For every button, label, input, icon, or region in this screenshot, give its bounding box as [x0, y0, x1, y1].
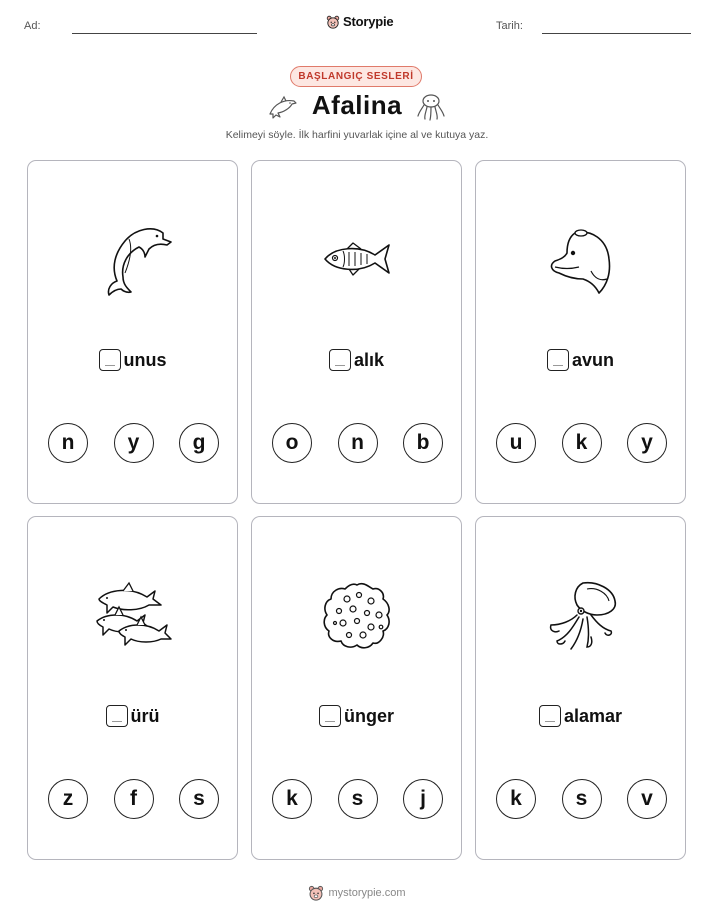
- answer-box[interactable]: [99, 349, 121, 371]
- footer-url[interactable]: mystorypie.com: [328, 887, 406, 899]
- category-badge: BAŞLANGIÇ SESLERİ: [290, 66, 422, 87]
- word-row: [28, 705, 237, 727]
- sponge-icon: [317, 575, 397, 655]
- letter-choice[interactable]: v: [627, 779, 667, 819]
- word-card: [27, 160, 238, 504]
- choice-row: [48, 423, 219, 463]
- fish-icon: [317, 219, 397, 299]
- dolphin-pod-icon: [93, 575, 173, 655]
- letter-choice[interactable]: j: [403, 779, 443, 819]
- word-card: [251, 160, 462, 504]
- answer-box[interactable]: [329, 349, 351, 371]
- letter-choice[interactable]: s: [179, 779, 219, 819]
- footer: [0, 885, 714, 901]
- letter-choice[interactable]: n: [48, 423, 88, 463]
- bear-icon: [308, 885, 324, 901]
- letter-choice[interactable]: b: [403, 423, 443, 463]
- choice-row: [496, 423, 667, 463]
- choice-row: [272, 423, 443, 463]
- word-row: [252, 705, 461, 727]
- word-card: [475, 160, 686, 504]
- dolphin-jumping-icon: [93, 219, 173, 299]
- brand-logo: [326, 14, 393, 29]
- letter-choice[interactable]: s: [338, 779, 378, 819]
- page-title: Afalina: [311, 90, 403, 120]
- letter-choice[interactable]: z: [48, 779, 88, 819]
- choice-row: [48, 779, 219, 819]
- answer-box[interactable]: [319, 705, 341, 727]
- answer-box[interactable]: [106, 705, 128, 727]
- letter-choice[interactable]: g: [179, 423, 219, 463]
- word-ending: alamar: [563, 705, 623, 726]
- word-card: [251, 516, 462, 860]
- word-ending: ürü: [130, 705, 160, 726]
- word-ending: unus: [123, 349, 167, 370]
- date-line[interactable]: [542, 33, 691, 34]
- word-row: [476, 705, 685, 727]
- brand-name: Storypie: [343, 14, 394, 29]
- letter-choice[interactable]: y: [627, 423, 667, 463]
- word-ending: ünger: [343, 705, 394, 726]
- word-row: [28, 349, 237, 371]
- word-ending: avun: [571, 349, 614, 370]
- letter-choice[interactable]: f: [114, 779, 154, 819]
- letter-choice[interactable]: y: [114, 423, 154, 463]
- choice-row: [272, 779, 443, 819]
- dolphin-head-icon: [541, 219, 621, 299]
- word-row: [252, 349, 461, 371]
- letter-choice[interactable]: k: [496, 779, 536, 819]
- answer-box[interactable]: [539, 705, 561, 727]
- letter-choice[interactable]: o: [272, 423, 312, 463]
- cuttlefish-icon: [541, 575, 621, 655]
- letter-choice[interactable]: u: [496, 423, 536, 463]
- word-ending: alık: [353, 349, 385, 370]
- name-label: Ad:: [24, 20, 41, 32]
- letter-choice[interactable]: n: [338, 423, 378, 463]
- word-card: [475, 516, 686, 860]
- octopus-icon: [416, 92, 446, 122]
- letter-choice[interactable]: k: [272, 779, 312, 819]
- instructions: Kelimeyi söyle. İlk harfini yuvarlak içine al ve kutuya yaz.: [225, 129, 489, 141]
- word-row: [476, 349, 685, 371]
- date-label: Tarih:: [496, 20, 523, 32]
- name-line[interactable]: [72, 33, 257, 34]
- word-card: [27, 516, 238, 860]
- answer-box[interactable]: [547, 349, 569, 371]
- letter-choice[interactable]: k: [562, 423, 602, 463]
- choice-row: [496, 779, 667, 819]
- letter-choice[interactable]: s: [562, 779, 602, 819]
- bear-icon: [326, 15, 340, 29]
